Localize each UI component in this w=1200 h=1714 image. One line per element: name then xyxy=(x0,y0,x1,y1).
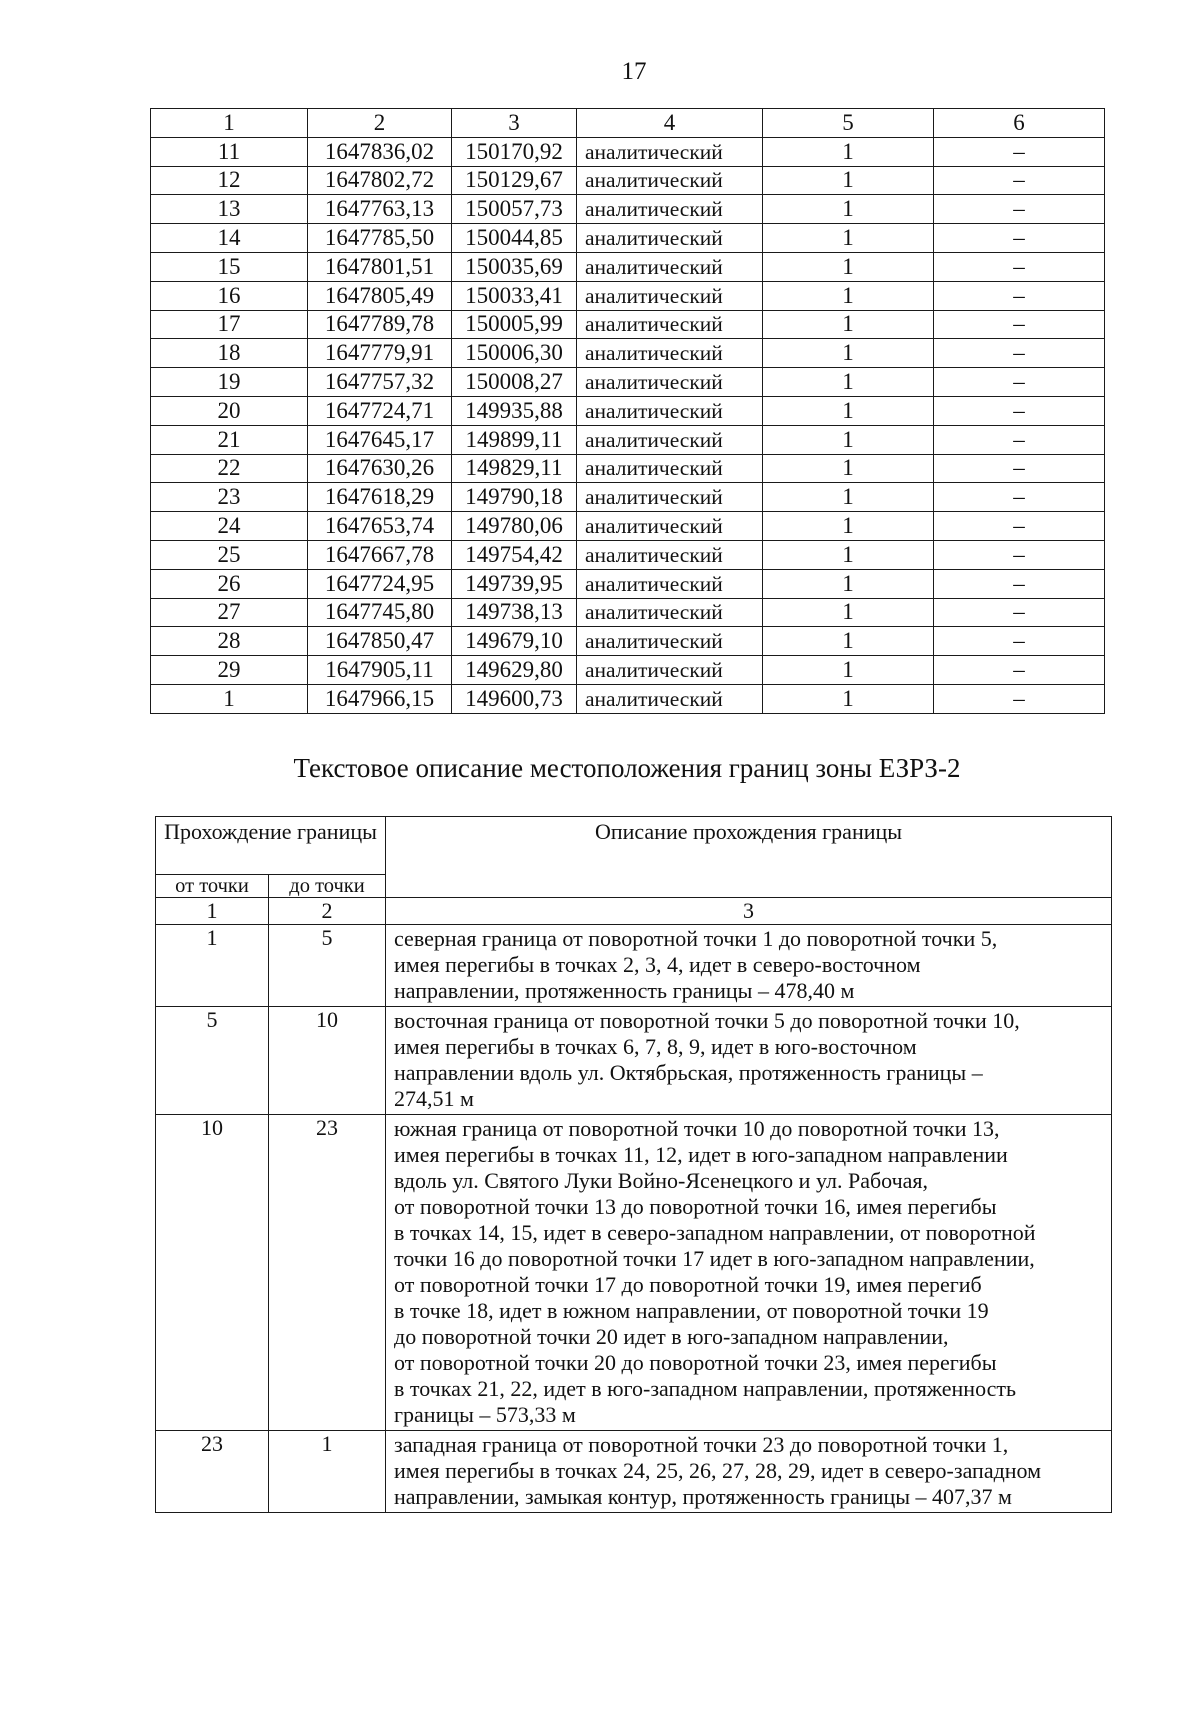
y-coordinate-cell: 149935,88 xyxy=(452,396,577,425)
method-cell: аналитический xyxy=(577,627,763,656)
method-cell: аналитический xyxy=(577,396,763,425)
x-coordinate-cell: 1647802,72 xyxy=(308,166,452,195)
description-line: направлении вдоль ул. Октябрьская, протяженность границы – xyxy=(394,1060,983,1085)
description-line: направлении, замыкая контур, протяженность границы – 407,37 м xyxy=(394,1484,1012,1509)
accuracy-cell: 1 xyxy=(763,137,934,166)
method-cell: аналитический xyxy=(577,339,763,368)
description-cell: – xyxy=(934,483,1105,512)
method-cell: аналитический xyxy=(577,598,763,627)
point-number-cell: 27 xyxy=(151,598,308,627)
description-line: в точке 18, идет в южном направлении, от поворотной точки 19 xyxy=(394,1298,989,1323)
column-number-3: 3 xyxy=(386,898,1112,925)
accuracy-cell: 1 xyxy=(763,656,934,685)
table-row xyxy=(151,656,1105,685)
table-row xyxy=(151,310,1105,339)
description-line: вдоль ул. Святого Луки Войно-Ясенецкого и ул. Рабочая, xyxy=(394,1168,929,1193)
x-coordinate-cell: 1647789,78 xyxy=(308,310,452,339)
description-cell: – xyxy=(934,281,1105,310)
point-number-cell: 22 xyxy=(151,454,308,483)
column-number-1: 1 xyxy=(156,898,269,925)
y-coordinate-cell: 150005,99 xyxy=(452,310,577,339)
description-line: точки 16 до поворотной точки 17 идет в юго-западном направлении, xyxy=(394,1246,1035,1271)
x-coordinate-cell: 1647785,50 xyxy=(308,224,452,253)
y-coordinate-cell: 149829,11 xyxy=(452,454,577,483)
table-row xyxy=(156,1115,1112,1431)
accuracy-cell: 1 xyxy=(763,339,934,368)
description-line: имея перегибы в точках 6, 7, 8, 9, идет в юго-восточном xyxy=(394,1034,917,1059)
description-line: имея перегибы в точках 2, 3, 4, идет в северо-восточном xyxy=(394,952,921,977)
point-number-cell: 28 xyxy=(151,627,308,656)
description-cell: – xyxy=(934,454,1105,483)
x-coordinate-cell: 1647724,95 xyxy=(308,569,452,598)
boundary-description-cell xyxy=(386,1007,1112,1115)
description-cell: – xyxy=(934,224,1105,253)
method-cell: аналитический xyxy=(577,569,763,598)
point-number-cell: 26 xyxy=(151,569,308,598)
y-coordinate-cell: 149739,95 xyxy=(452,569,577,598)
description-line: имея перегибы в точках 11, 12, идет в юго-западном направлении xyxy=(394,1142,1008,1167)
point-number-cell: 13 xyxy=(151,195,308,224)
description-cell: – xyxy=(934,512,1105,541)
description-cell: – xyxy=(934,684,1105,713)
table-row xyxy=(151,627,1105,656)
description-line: до поворотной точки 20 идет в юго-западном направлении, xyxy=(394,1324,949,1349)
point-number-cell: 29 xyxy=(151,656,308,685)
to-point-cell: 10 xyxy=(269,1007,386,1115)
x-coordinate-cell: 1647763,13 xyxy=(308,195,452,224)
point-number-cell: 11 xyxy=(151,137,308,166)
x-coordinate-cell: 1647779,91 xyxy=(308,339,452,368)
point-number-cell: 16 xyxy=(151,281,308,310)
description-line: границы – 573,33 м xyxy=(394,1402,576,1427)
table-row xyxy=(151,281,1105,310)
description-cell: – xyxy=(934,540,1105,569)
coordinates-table xyxy=(150,108,1105,714)
method-cell: аналитический xyxy=(577,540,763,569)
description-line: от поворотной точки 20 до поворотной точки 23, имея перегибы xyxy=(394,1350,997,1375)
header-cell-4: 4 xyxy=(577,109,763,138)
accuracy-cell: 1 xyxy=(763,281,934,310)
boundary-description-cell xyxy=(386,925,1112,1007)
description-line: в точках 14, 15, идет в северо-западном направлении, от поворотной xyxy=(394,1220,1036,1245)
x-coordinate-cell: 1647724,71 xyxy=(308,396,452,425)
table-row xyxy=(151,368,1105,397)
x-coordinate-cell: 1647630,26 xyxy=(308,454,452,483)
method-cell: аналитический xyxy=(577,454,763,483)
description-cell: – xyxy=(934,627,1105,656)
from-point-header: от точки xyxy=(156,875,269,898)
table-row xyxy=(156,925,1112,1007)
header-cell-3: 3 xyxy=(452,109,577,138)
description-cell: – xyxy=(934,396,1105,425)
header-cell-1: 1 xyxy=(151,109,308,138)
accuracy-cell: 1 xyxy=(763,483,934,512)
y-coordinate-cell: 149629,80 xyxy=(452,656,577,685)
column-number-2: 2 xyxy=(269,898,386,925)
description-cell: – xyxy=(934,425,1105,454)
from-point-cell: 10 xyxy=(156,1115,269,1431)
point-number-cell: 1 xyxy=(151,684,308,713)
table-row xyxy=(151,166,1105,195)
header-row-top xyxy=(156,817,1112,875)
method-cell: аналитический xyxy=(577,281,763,310)
description-line: от поворотной точки 17 до поворотной точки 19, имея перегиб xyxy=(394,1272,982,1297)
table-row xyxy=(151,512,1105,541)
method-cell: аналитический xyxy=(577,512,763,541)
description-line: имея перегибы в точках 24, 25, 26, 27, 28, 29, идет в северо-западном xyxy=(394,1458,1042,1483)
table-row xyxy=(151,396,1105,425)
boundary-description-body xyxy=(156,817,1112,1513)
description-cell: – xyxy=(934,195,1105,224)
description-cell: – xyxy=(934,368,1105,397)
boundary-description-cell xyxy=(386,1431,1112,1513)
method-cell: аналитический xyxy=(577,483,763,512)
description-cell: – xyxy=(934,656,1105,685)
table-row xyxy=(151,569,1105,598)
to-point-cell: 1 xyxy=(269,1431,386,1513)
header-cell-6: 6 xyxy=(934,109,1105,138)
method-cell: аналитический xyxy=(577,252,763,281)
accuracy-cell: 1 xyxy=(763,368,934,397)
accuracy-cell: 1 xyxy=(763,310,934,339)
table-row xyxy=(156,1431,1112,1513)
description-header: Описание прохождения границы xyxy=(386,817,1112,898)
from-point-cell: 5 xyxy=(156,1007,269,1115)
description-line: северная граница от поворотной точки 1 до поворотной точки 5, xyxy=(394,926,998,951)
method-cell: аналитический xyxy=(577,137,763,166)
accuracy-cell: 1 xyxy=(763,684,934,713)
description-line: южная граница от поворотной точки 10 до поворотной точки 13, xyxy=(394,1116,1000,1141)
accuracy-cell: 1 xyxy=(763,569,934,598)
method-cell: аналитический xyxy=(577,368,763,397)
x-coordinate-cell: 1647836,02 xyxy=(308,137,452,166)
section-heading: Текстовое описание местоположения границ зоны ЕЗРЗ-2 xyxy=(293,753,961,783)
accuracy-cell: 1 xyxy=(763,540,934,569)
table-row xyxy=(151,339,1105,368)
y-coordinate-cell: 149790,18 xyxy=(452,483,577,512)
description-cell: – xyxy=(934,310,1105,339)
y-coordinate-cell: 149899,11 xyxy=(452,425,577,454)
boundary-description-table xyxy=(155,816,1112,1513)
method-cell: аналитический xyxy=(577,310,763,339)
boundary-description-cell xyxy=(386,1115,1112,1431)
x-coordinate-cell: 1647667,78 xyxy=(308,540,452,569)
accuracy-cell: 1 xyxy=(763,195,934,224)
coordinates-table-body xyxy=(151,109,1105,714)
point-number-cell: 20 xyxy=(151,396,308,425)
y-coordinate-cell: 150006,30 xyxy=(452,339,577,368)
description-cell: – xyxy=(934,137,1105,166)
table-row xyxy=(151,252,1105,281)
header-cell-5: 5 xyxy=(763,109,934,138)
accuracy-cell: 1 xyxy=(763,252,934,281)
x-coordinate-cell: 1647618,29 xyxy=(308,483,452,512)
y-coordinate-cell: 150035,69 xyxy=(452,252,577,281)
method-cell: аналитический xyxy=(577,425,763,454)
description-cell: – xyxy=(934,339,1105,368)
to-point-cell: 5 xyxy=(269,925,386,1007)
point-number-cell: 17 xyxy=(151,310,308,339)
passage-header: Прохождение границы xyxy=(156,817,386,875)
method-cell: аналитический xyxy=(577,224,763,253)
accuracy-cell: 1 xyxy=(763,454,934,483)
x-coordinate-cell: 1647653,74 xyxy=(308,512,452,541)
table-row xyxy=(151,224,1105,253)
method-cell: аналитический xyxy=(577,195,763,224)
table-row xyxy=(151,540,1105,569)
method-cell: аналитический xyxy=(577,166,763,195)
point-number-cell: 25 xyxy=(151,540,308,569)
y-coordinate-cell: 149600,73 xyxy=(452,684,577,713)
accuracy-cell: 1 xyxy=(763,396,934,425)
table-row xyxy=(151,425,1105,454)
y-coordinate-cell: 150044,85 xyxy=(452,224,577,253)
x-coordinate-cell: 1647757,32 xyxy=(308,368,452,397)
description-line: от поворотной точки 13 до поворотной точки 16, имея перегибы xyxy=(394,1194,997,1219)
y-coordinate-cell: 149679,10 xyxy=(452,627,577,656)
x-coordinate-cell: 1647805,49 xyxy=(308,281,452,310)
x-coordinate-cell: 1647801,51 xyxy=(308,252,452,281)
x-coordinate-cell: 1647745,80 xyxy=(308,598,452,627)
point-number-cell: 14 xyxy=(151,224,308,253)
table-row xyxy=(151,454,1105,483)
table-row xyxy=(156,1007,1112,1115)
method-cell: аналитический xyxy=(577,656,763,685)
accuracy-cell: 1 xyxy=(763,627,934,656)
x-coordinate-cell: 1647850,47 xyxy=(308,627,452,656)
accuracy-cell: 1 xyxy=(763,425,934,454)
y-coordinate-cell: 150033,41 xyxy=(452,281,577,310)
y-coordinate-cell: 149780,06 xyxy=(452,512,577,541)
description-cell: – xyxy=(934,166,1105,195)
description-cell: – xyxy=(934,598,1105,627)
description-line: 274,51 м xyxy=(394,1086,474,1111)
point-number-cell: 24 xyxy=(151,512,308,541)
header-cell-2: 2 xyxy=(308,109,452,138)
from-point-cell: 1 xyxy=(156,925,269,1007)
to-point-cell: 23 xyxy=(269,1115,386,1431)
point-number-cell: 18 xyxy=(151,339,308,368)
page-number: 17 xyxy=(621,58,647,85)
accuracy-cell: 1 xyxy=(763,598,934,627)
description-line: в точках 21, 22, идет в юго-западном направлении, протяженность xyxy=(394,1376,1017,1401)
table-header-row xyxy=(151,109,1105,138)
accuracy-cell: 1 xyxy=(763,224,934,253)
table-row xyxy=(151,137,1105,166)
description-cell: – xyxy=(934,569,1105,598)
x-coordinate-cell: 1647905,11 xyxy=(308,656,452,685)
method-cell: аналитический xyxy=(577,684,763,713)
table-row xyxy=(151,684,1105,713)
point-number-cell: 21 xyxy=(151,425,308,454)
y-coordinate-cell: 149754,42 xyxy=(452,540,577,569)
table-row xyxy=(151,483,1105,512)
description-line: восточная граница от поворотной точки 5 до поворотной точки 10, xyxy=(394,1008,1020,1033)
x-coordinate-cell: 1647645,17 xyxy=(308,425,452,454)
table-row xyxy=(151,195,1105,224)
y-coordinate-cell: 150057,73 xyxy=(452,195,577,224)
description-cell: – xyxy=(934,252,1105,281)
from-point-cell: 23 xyxy=(156,1431,269,1513)
point-number-cell: 12 xyxy=(151,166,308,195)
y-coordinate-cell: 150170,92 xyxy=(452,137,577,166)
description-line: западная граница от поворотной точки 23 до поворотной точки 1, xyxy=(394,1432,1009,1457)
table-row xyxy=(151,598,1105,627)
description-line: направлении, протяженность границы – 478,40 м xyxy=(394,978,855,1003)
accuracy-cell: 1 xyxy=(763,512,934,541)
point-number-cell: 23 xyxy=(151,483,308,512)
y-coordinate-cell: 150008,27 xyxy=(452,368,577,397)
y-coordinate-cell: 149738,13 xyxy=(452,598,577,627)
y-coordinate-cell: 150129,67 xyxy=(452,166,577,195)
to-point-header: до точки xyxy=(269,875,386,898)
accuracy-cell: 1 xyxy=(763,166,934,195)
point-number-cell: 19 xyxy=(151,368,308,397)
x-coordinate-cell: 1647966,15 xyxy=(308,684,452,713)
column-number-row xyxy=(156,898,1112,925)
point-number-cell: 15 xyxy=(151,252,308,281)
